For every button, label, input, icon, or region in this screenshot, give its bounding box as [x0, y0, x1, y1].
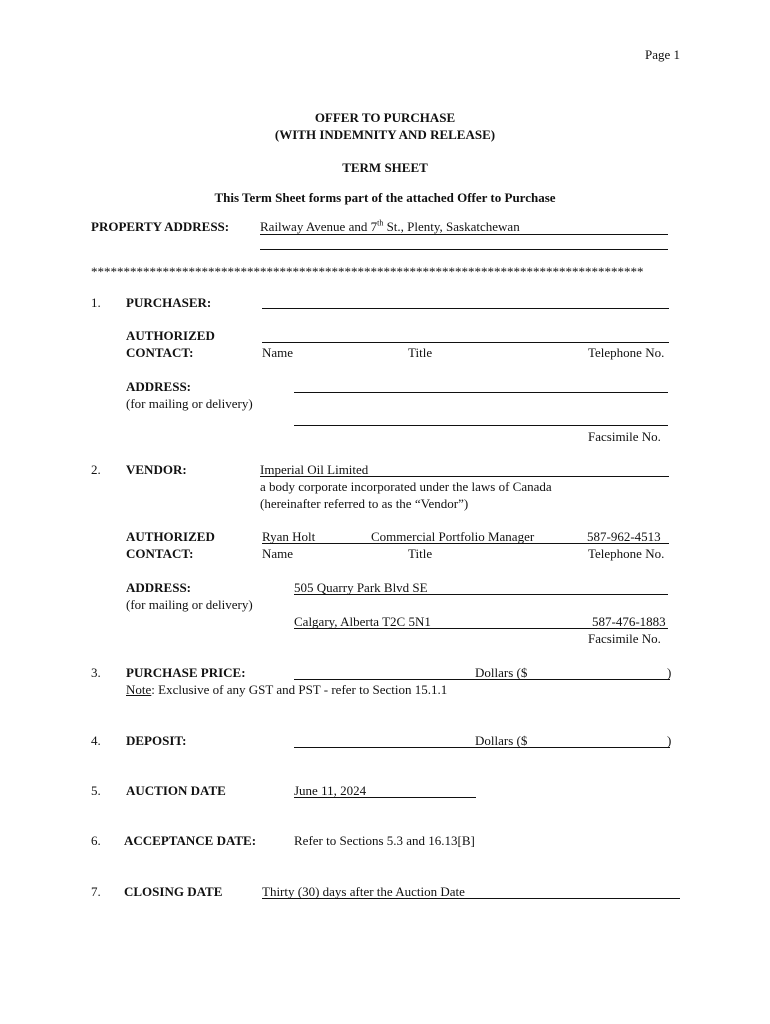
purchaser-contact-label-2: CONTACT:	[126, 345, 194, 360]
acceptance-date-label: ACCEPTANCE DATE:	[124, 833, 257, 848]
document-subtitle: (WITH INDEMNITY AND RELEASE)	[274, 127, 496, 142]
term-sheet-description: This Term Sheet forms part of the attached Offer to Purchase	[214, 190, 556, 205]
purchaser-phone-caption: Telephone No.	[588, 345, 665, 360]
purchase-price-label: PURCHASE PRICE:	[126, 665, 246, 680]
closing-date-value: Thirty (30) days after the Auction Date	[262, 884, 465, 899]
vendor-fax-caption: Facsimile No.	[588, 631, 661, 646]
vendor-address-note: (for mailing or delivery)	[126, 597, 253, 612]
page-number: Page 1	[645, 47, 681, 62]
purchase-price-close: )	[667, 665, 672, 680]
property-address-value: Railway Avenue and 7th St., Plenty, Saskatchewan	[260, 218, 520, 234]
purchase-price-line	[294, 679, 670, 680]
vendor-address-line-1: 505 Quarry Park Blvd SE	[294, 580, 428, 595]
section-number-4: 4.	[91, 733, 101, 748]
deposit-label: DEPOSIT:	[126, 733, 187, 748]
vendor-address-label: ADDRESS:	[126, 580, 192, 595]
purchase-price-note: Note: Exclusive of any GST and PST - refer to Section 15.1.1	[126, 682, 448, 697]
term-sheet-heading: TERM SHEET	[342, 160, 428, 175]
purchaser-contact-label-1: AUTHORIZED	[126, 328, 215, 343]
purchaser-address-line-2	[294, 425, 668, 426]
purchaser-contact-line	[262, 342, 669, 343]
section-number-7: 7.	[91, 884, 101, 899]
vendor-contact-title: Commercial Portfolio Manager	[371, 529, 535, 544]
vendor-name-caption: Name	[262, 546, 294, 561]
vendor-contact-name: Ryan Holt	[262, 529, 316, 544]
deposit-line	[294, 747, 670, 748]
vendor-fax: 587-476-1883	[592, 614, 666, 629]
vendor-label: VENDOR:	[126, 462, 187, 477]
document-title: OFFER TO PURCHASE	[314, 110, 456, 125]
vendor-contact-phone: 587-962-4513	[587, 529, 661, 544]
vendor-title-caption: Title	[408, 546, 433, 561]
acceptance-date-value: Refer to Sections 5.3 and 16.13[B]	[294, 833, 475, 848]
closing-date-line	[262, 898, 680, 899]
property-address-line-2	[260, 249, 668, 250]
purchaser-address-note: (for mailing or delivery)	[126, 396, 253, 411]
purchaser-fax-caption: Facsimile No.	[588, 429, 661, 444]
auction-date-value: June 11, 2024	[294, 783, 367, 798]
purchase-price-dollars: Dollars ($	[475, 665, 528, 680]
separator: *************************************************************************************	[91, 264, 644, 279]
vendor-address-underline-2	[294, 628, 668, 629]
vendor-contact-line	[262, 543, 669, 544]
vendor-reference: (hereinafter referred to as the “Vendor”)	[260, 496, 469, 511]
purchaser-address-label: ADDRESS:	[126, 379, 192, 394]
vendor-name: Imperial Oil Limited	[260, 462, 369, 477]
vendor-phone-caption: Telephone No.	[588, 546, 665, 561]
property-address-line-1	[260, 234, 668, 235]
section-number-1: 1.	[91, 295, 101, 310]
purchaser-line	[262, 308, 669, 309]
section-number-5: 5.	[91, 783, 101, 798]
vendor-address-line-2: Calgary, Alberta T2C 5N1	[294, 614, 431, 629]
vendor-contact-label-2: CONTACT:	[126, 546, 194, 561]
vendor-description: a body corporate incorporated under the laws of Canada	[260, 479, 552, 494]
deposit-dollars: Dollars ($	[475, 733, 528, 748]
vendor-contact-label-1: AUTHORIZED	[126, 529, 215, 544]
purchaser-name-caption: Name	[262, 345, 294, 360]
section-number-2: 2.	[91, 462, 101, 477]
deposit-close: )	[667, 733, 672, 748]
vendor-address-underline-1	[294, 594, 668, 595]
purchaser-label: PURCHASER:	[126, 295, 212, 310]
section-number-6: 6.	[91, 833, 101, 848]
auction-date-line	[294, 797, 476, 798]
closing-date-label: CLOSING DATE	[124, 884, 223, 899]
section-number-3: 3.	[91, 665, 101, 680]
purchaser-address-line-1	[294, 392, 668, 393]
auction-date-label: AUCTION DATE	[126, 783, 226, 798]
property-address-label: PROPERTY ADDRESS:	[91, 219, 230, 234]
purchaser-title-caption: Title	[408, 345, 433, 360]
vendor-name-line	[260, 476, 669, 477]
